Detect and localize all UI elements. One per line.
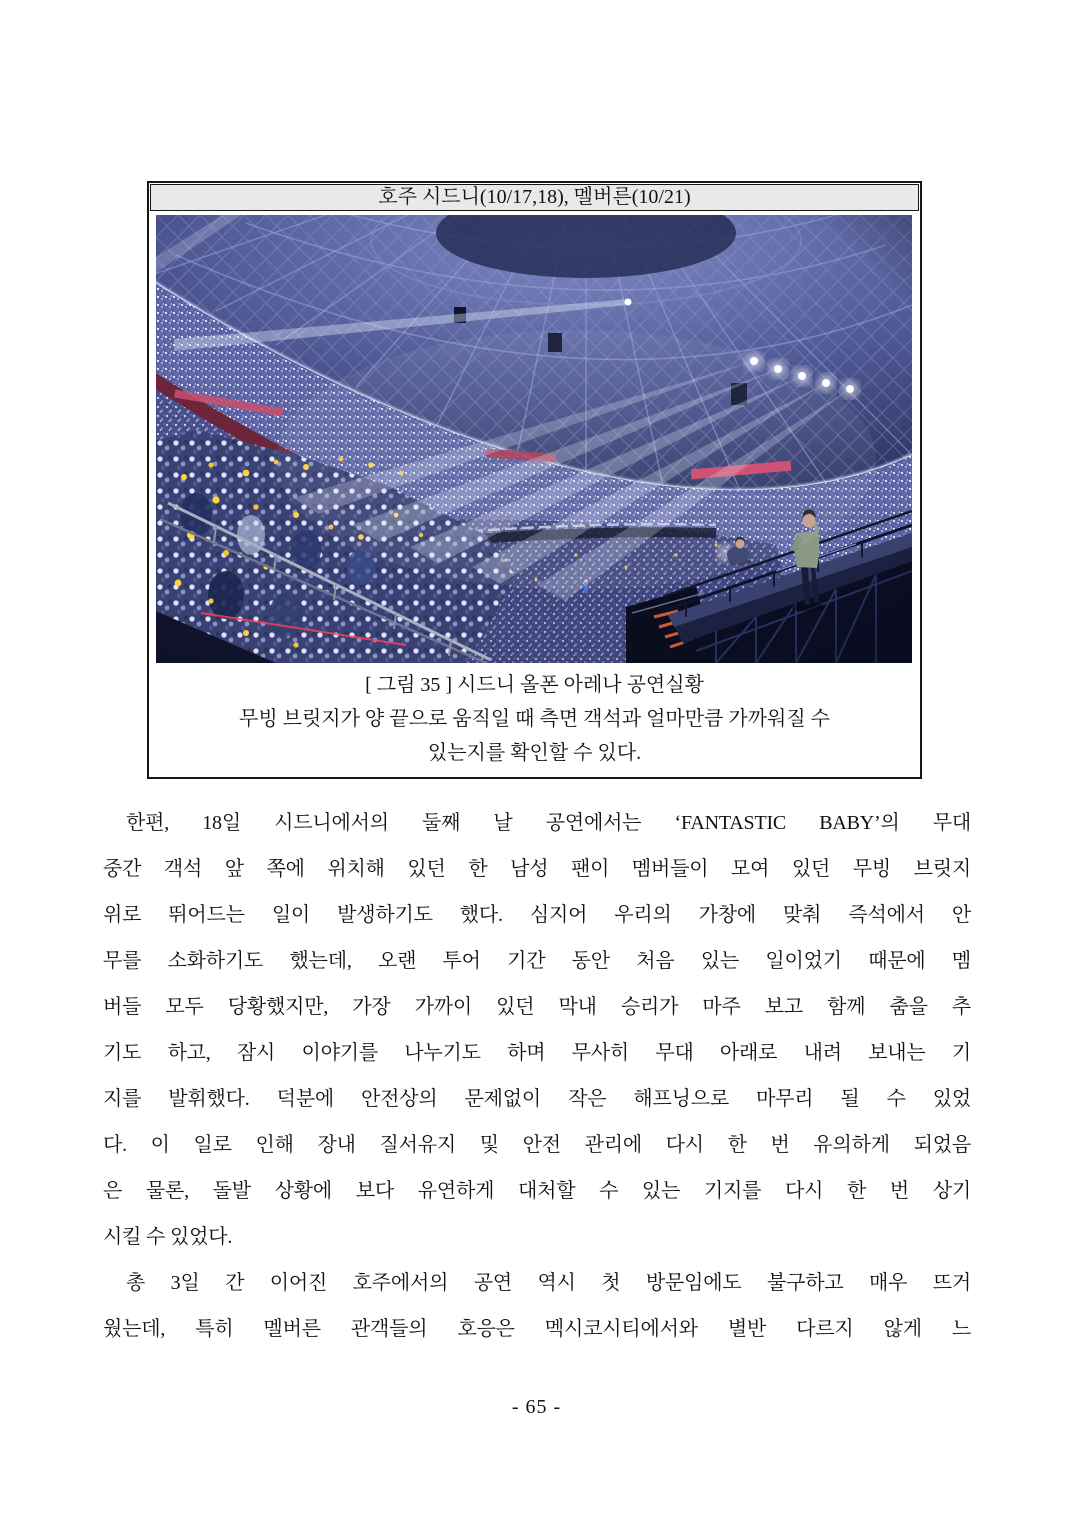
body-line: 기도 하고, 잠시 이야기를 나누기도 하며 무사히 무대 아래로 내려 보내는 기 [103, 1042, 971, 1064]
paragraph-2 [103, 1260, 971, 1352]
figure-frame [147, 181, 922, 779]
body-line: 버들 모두 당황했지만, 가장 가까이 있던 막내 승리가 마주 보고 함께 춤을 추 [103, 996, 971, 1018]
figure-caption-line3: 있는지를 확인할 수 있다. [427, 742, 642, 764]
paragraph-1 [103, 800, 971, 1260]
body-line: 은 물론, 돌발 상황에 보다 유연하게 대처할 수 있는 기지를 다시 한 번 상기 [103, 1180, 971, 1202]
body-line: 지를 발휘했다. 덕분에 안전상의 문제없이 작은 해프닝으로 마무리 될 수 있었 [103, 1088, 971, 1110]
body-line: 총 3일 간 이어진 호주에서의 공연 역시 첫 방문임에도 불구하고 매우 뜨거 [126, 1272, 971, 1294]
body-line: 무를 소화하기도 했는데, 오랜 투어 기간 동안 처음 있는 일이었기 때문에 멤 [103, 950, 971, 972]
figure-caption-line2: 무빙 브릿지가 양 끝으로 움직일 때 측면 객석과 얼마만큼 가까워질 수 [239, 708, 830, 730]
arena-photo-illustration [156, 215, 912, 663]
figure-caption-line1: [ 그림 35 ] 시드니 올폰 아레나 공연실황 [365, 674, 704, 696]
body-line: 웠는데, 특히 멜버른 관객들의 호응은 멕시코시티에서와 별반 다르지 않게 느 [103, 1318, 971, 1340]
body-line: 중간 객석 앞 쪽에 위치해 있던 한 남성 팬이 멤버들이 모여 있던 무빙 브릿지 [103, 858, 971, 880]
arena-photo [149, 212, 920, 663]
figure-header: 호주 시드니(10/17,18), 멜버른(10/21) [150, 184, 919, 211]
body-line: 시킬 수 있었다. [103, 1226, 233, 1248]
body-text [103, 800, 971, 1352]
body-line: 한편, 18일 시드니에서의 둘째 날 공연에서는 ‘FANTASTIC BABY’의 무대 [126, 812, 971, 834]
figure-caption [149, 663, 920, 777]
body-line: 다. 이 일로 인해 장내 질서유지 및 안전 관리에 다시 한 번 유의하게 되었음 [103, 1134, 971, 1156]
photo-vignette [156, 215, 912, 663]
page-number: - 65 - [511, 1396, 562, 1418]
body-line: 위로 뛰어드는 일이 발생하기도 했다. 심지어 우리의 가창에 맞춰 즉석에서 안 [103, 904, 971, 926]
